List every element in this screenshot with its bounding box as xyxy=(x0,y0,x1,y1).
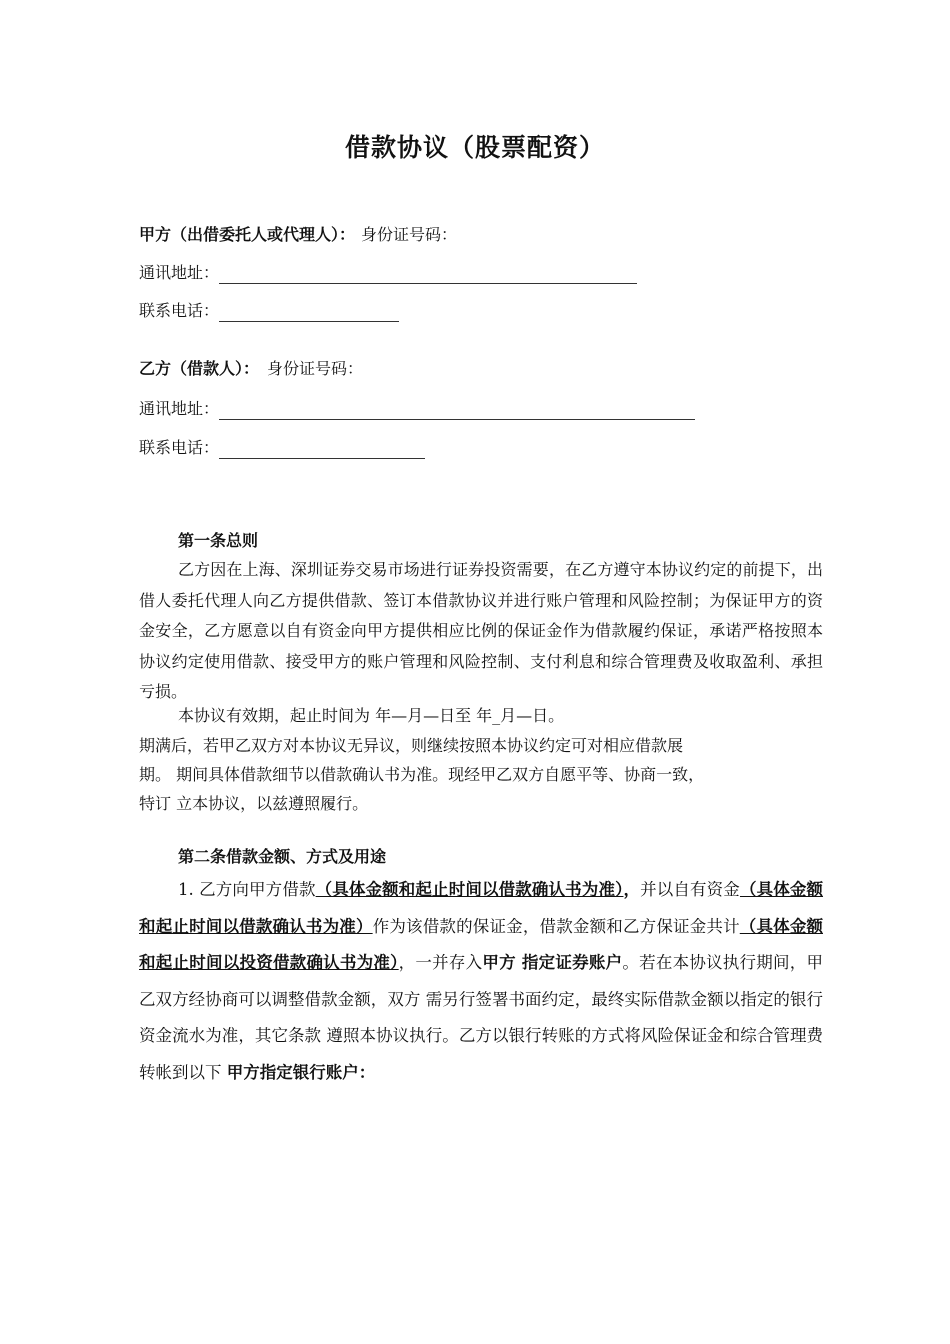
party-a-label: 甲方（出借委托人或代理人）： xyxy=(139,225,356,244)
article1-heading: 第一条总则 xyxy=(178,531,259,550)
party-a-id-label: 身份证号码： xyxy=(361,225,458,244)
article2-total-note: （具体金额和起止时间以投资借款确认书为准） xyxy=(139,916,823,972)
party-b-address-blank xyxy=(219,403,695,420)
party-b-address-label: 通讯地址： xyxy=(139,399,220,418)
article2-loan-amount-note: （具体金额和起止时间以借款确认书为准） xyxy=(315,880,624,899)
party-a-address-label: 通讯地址： xyxy=(139,263,220,282)
party-b-label: 乙方（借款人）： xyxy=(139,359,260,378)
article2-deposit-note: （具体金额和起止时间以借款确认书为准） xyxy=(139,880,824,936)
party-b-id-label: 身份证号码： xyxy=(267,359,364,378)
party-a-row xyxy=(139,224,457,246)
article1-extension-line2: 期。 期间具体借款细节以借款确认书为准。现经甲乙双方自愿平等、协商一致， xyxy=(139,765,705,784)
party-a-address-row xyxy=(139,262,637,284)
party-b-address-row xyxy=(139,398,695,420)
article2-bank-account: 甲方指定银行账户： xyxy=(226,1062,376,1082)
article2-paragraph xyxy=(139,872,823,1091)
article1-validity: 本协议有效期，起止时间为 年—月—日至 年_月—日。 xyxy=(178,706,565,725)
article2-text-3: 并以自有资金 xyxy=(640,880,740,899)
party-a-phone-label: 联系电话： xyxy=(139,301,220,320)
party-a-address-blank xyxy=(219,267,637,284)
party-b-phone-row xyxy=(139,437,425,459)
article2-heading: 第二条借款金额、方式及用途 xyxy=(178,847,387,866)
article2-text-2: ， xyxy=(623,880,641,899)
party-b-row xyxy=(139,358,363,380)
article1-paragraph1: 乙方因在上海、深圳证券交易市场进行证券投资需要，在乙方遵守本协议约定的前提下，出借人委托代理人向乙方提供借款、签订本借款协议并进行账户管理和风险控制；为保证甲方的资金安全，乙方愿意以自有资金向甲方提供相应比例的保证金作为借款履约保证，承诺严格按照本协议约定使用借款、接受甲方的账户管理和风险控制、支付利息和综合管理费及收取盈利、承担亏损。 xyxy=(139,560,823,701)
party-a-phone-blank xyxy=(219,305,399,322)
party-a-phone-row xyxy=(139,300,399,322)
article2-text-5: ，一并存入 xyxy=(398,953,483,972)
article1-extension-line1: 期满后，若甲乙双方对本协议无异议，则继续按照本协议约定可对相应借款展 xyxy=(139,736,684,755)
page-title: 借款协议（股票配资） xyxy=(344,133,605,162)
article2-text-6: 。若在本协议执行期间，甲乙双方经协商可以调整借款金额，双方 需另行签署书面约定，最终实际借款金额以指定的银行资金流水为准，其它条款 遵照本协议执行。乙方以银行转账的方式将风险保证金和综合管理费转帐到以下 xyxy=(139,953,824,1082)
article2-securities-account: 甲方 指定证券账户 xyxy=(482,953,623,972)
party-b-phone-label: 联系电话： xyxy=(139,438,220,457)
party-b-phone-blank xyxy=(219,442,425,459)
article2-text-4: 作为该借款的保证金，借款金额和乙方保证金共计 xyxy=(372,916,740,936)
article2-text-1: 1. 乙方向甲方借款 xyxy=(178,880,316,899)
article1-extension-line3: 特订 立本协议，以兹遵照履行。 xyxy=(139,794,369,813)
